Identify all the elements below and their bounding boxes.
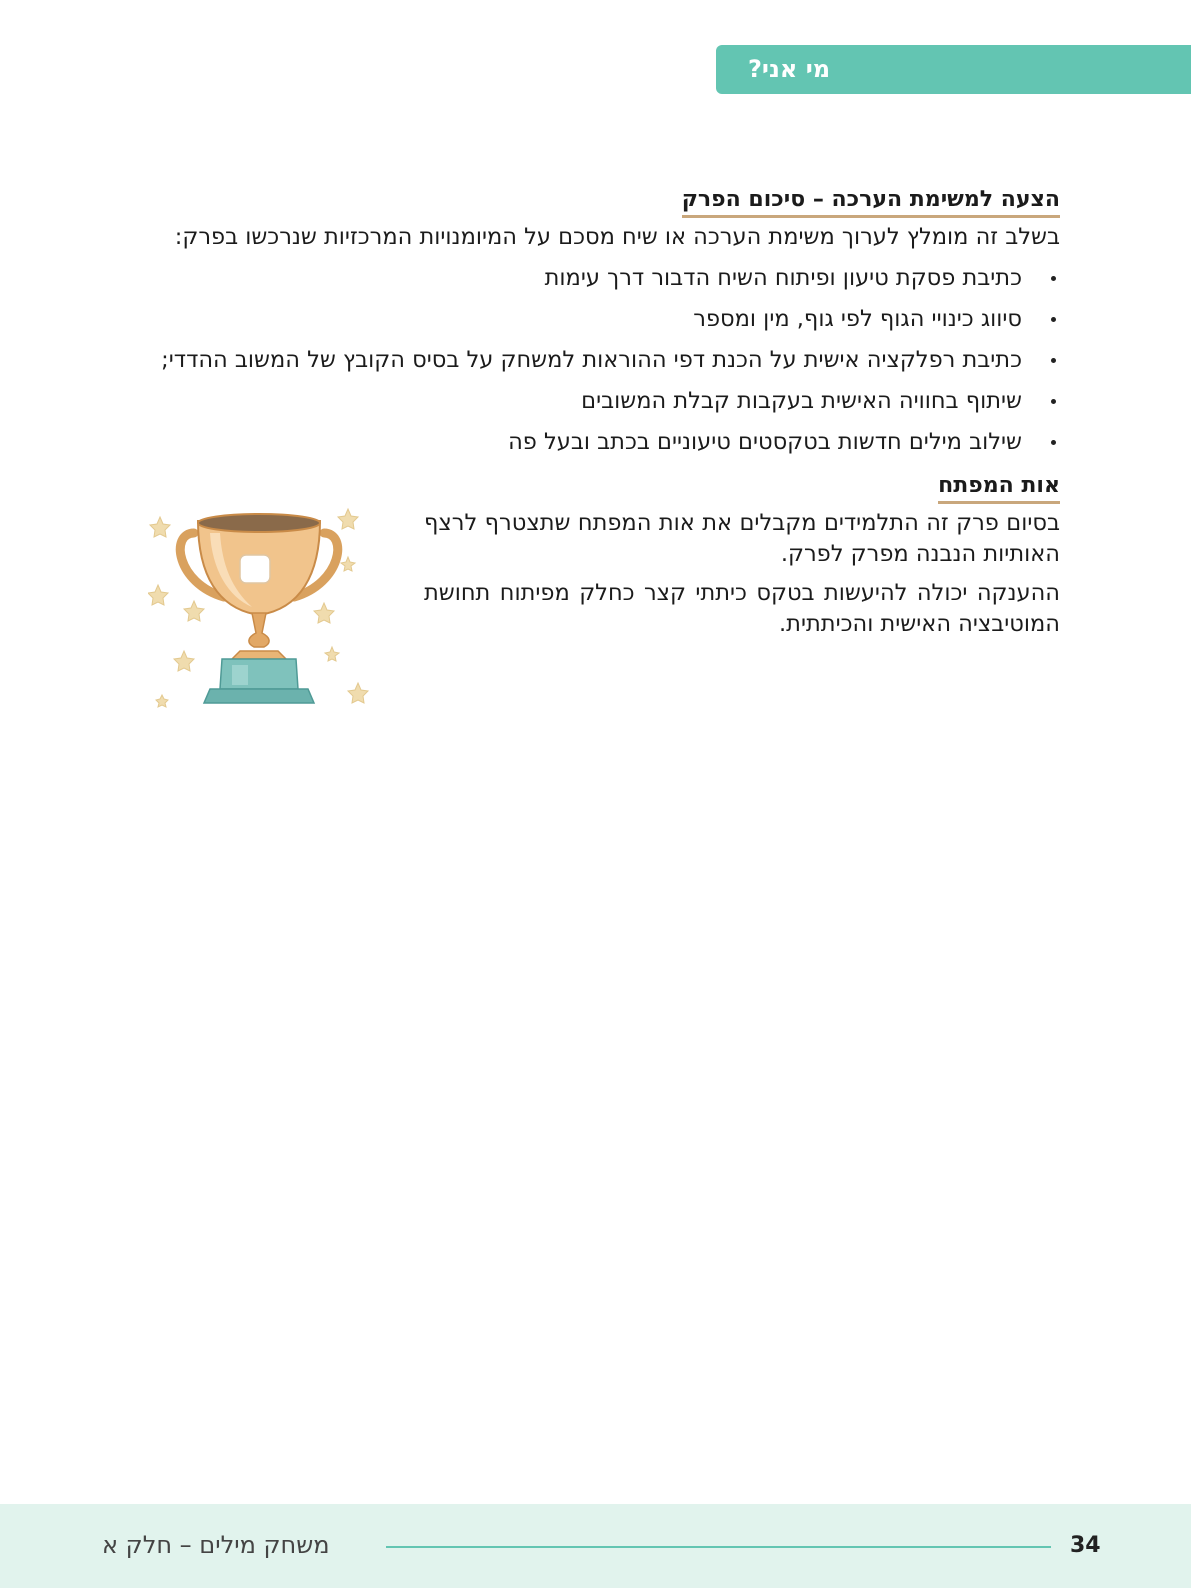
header-title: מי אני? — [748, 55, 831, 83]
bullet-icon — [1051, 399, 1056, 404]
key-letter-paragraph-1: בסיום פרק זה התלמידים מקבלים את אות המפתח שתצטרף לרצף האותיות הנבנה מפרק לפרק. — [424, 510, 1060, 567]
key-letter-heading: אות המפתח — [938, 471, 1060, 504]
bullet-icon — [1051, 317, 1056, 322]
footer-title: משחק מילים – חלק א — [102, 1531, 330, 1559]
list-item — [152, 427, 1022, 458]
bullet-icon — [1051, 276, 1056, 281]
key-letter-section — [424, 470, 1060, 640]
list-item-text: כתיבת רפלקציה אישית על הכנת דפי ההוראות למשחק על בסיס הקובץ של המשוב ההדדי; — [161, 347, 1022, 373]
bullet-icon — [1051, 358, 1056, 363]
assessment-intro: בשלב זה מומלץ לערוך משימת הערכה או שיח מסכם על המיומנויות המרכזיות שנרכשו בפרק: — [174, 224, 1060, 250]
skills-list — [152, 263, 1060, 458]
footer-divider — [386, 1546, 1051, 1548]
list-item-text: שיתוף בחוויה האישית בעקבות קבלת המשובים — [581, 388, 1022, 414]
list-item-text: סיווג כינויי הגוף לפי גוף, מין ומספר — [693, 306, 1022, 332]
page-number: 34 — [1070, 1533, 1101, 1558]
key-letter-paragraph-2: ההענקה יכולה להיעשות בטקס כיתתי קצר כחלק מפיתוח תחושת המוטיבציה האישית והכיתתית. — [424, 580, 1060, 637]
list-item — [152, 345, 1022, 376]
trophy-icon — [148, 505, 378, 730]
bullet-icon — [1051, 440, 1056, 445]
list-item — [152, 304, 1022, 335]
list-item-text: שילוב מילים חדשות בטקסטים טיעוניים בכתב ובעל פה — [508, 429, 1022, 455]
assessment-heading: הצעה למשימת הערכה – סיכום הפרק — [682, 185, 1060, 218]
list-item — [152, 386, 1022, 417]
list-item — [152, 263, 1022, 294]
list-item-text: כתיבת פסקת טיעון ופיתוח השיח הדבור דרך עימות — [544, 265, 1022, 291]
